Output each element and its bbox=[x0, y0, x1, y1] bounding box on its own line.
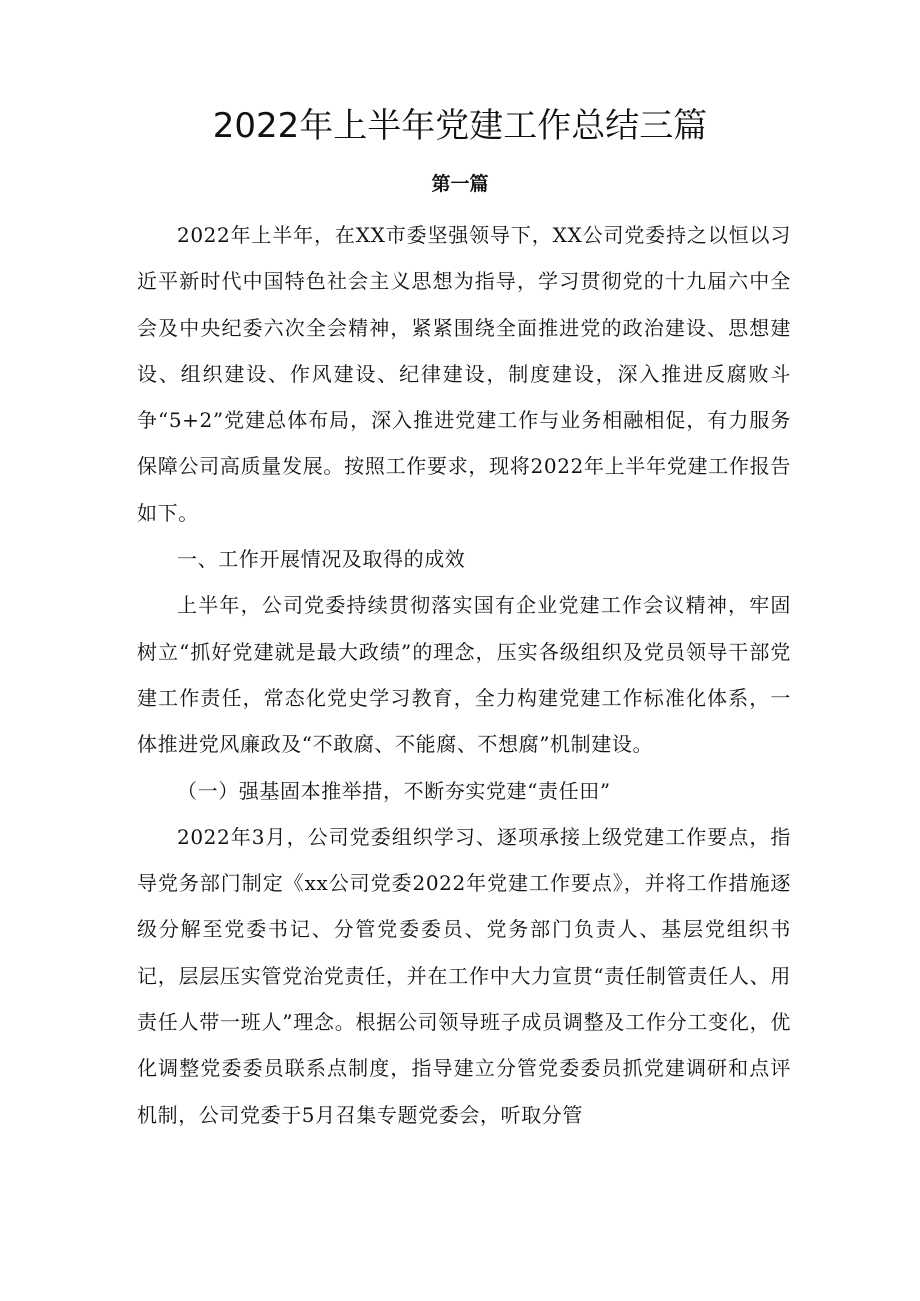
heading-section-1: 一、工作开展情况及取得的成效 bbox=[177, 547, 466, 572]
heading-subsection-1: （一）强基固本推举措，不断夯实党建“责任田” bbox=[177, 778, 611, 803]
paragraph-overview: 上半年，公司党委持续贯彻落实国有企业党建工作会议精神，牢固树立“抓好党建就是最大政绩”的理念，压实各级组织及党员领导干部党建工作责任，常态化党史学习教育，全力构建党建工作标准化体系，一体推进党风廉政及“不敢腐、不能腐、不想腐”机制建设。 bbox=[137, 593, 791, 757]
paragraph-details: 2022年3月，公司党委组织学习、逐项承接上级党建工作要点，指导党务部门制定《xx公司党委2022年党建工作要点》，并将工作措施逐级分解至党委书记、分管党委委员、党务部门负责人、基层党组织书记，层层压实管党治党责任，并在工作中大力宣贯“责任制管责任人、用责任人带一班人”理念。根据公司领导班子成员调整及工作分工变化，优化调整党委委员联系点制度，指导建立分管党委委员抓党建调研和点评机制，公司党委于5月召集专题党委会，听取分管 bbox=[137, 824, 791, 1127]
section-subtitle: 第一篇 bbox=[431, 173, 489, 195]
paragraph-intro: 2022年上半年，在XX市委坚强领导下，XX公司党委持之以恒以习近平新时代中国特色社会主义思想为指导，学习贯彻党的十九届六中全会及中央纪委六次全会精神，紧紧围绕全面推进党的政治建设、思想建设、组织建设、作风建设、纪律建设，制度建设，深入推进反腐败斗争“5+2”党建总体布局，深入推进党建工作与业务相融相促，有力服务保障公司高质量发展。按照工作要求，现将2022年上半年党建工作报告如下。 bbox=[137, 223, 791, 525]
document-title: 2022年上半年党建工作总结三篇 bbox=[212, 106, 708, 146]
document-body bbox=[137, 212, 791, 1138]
